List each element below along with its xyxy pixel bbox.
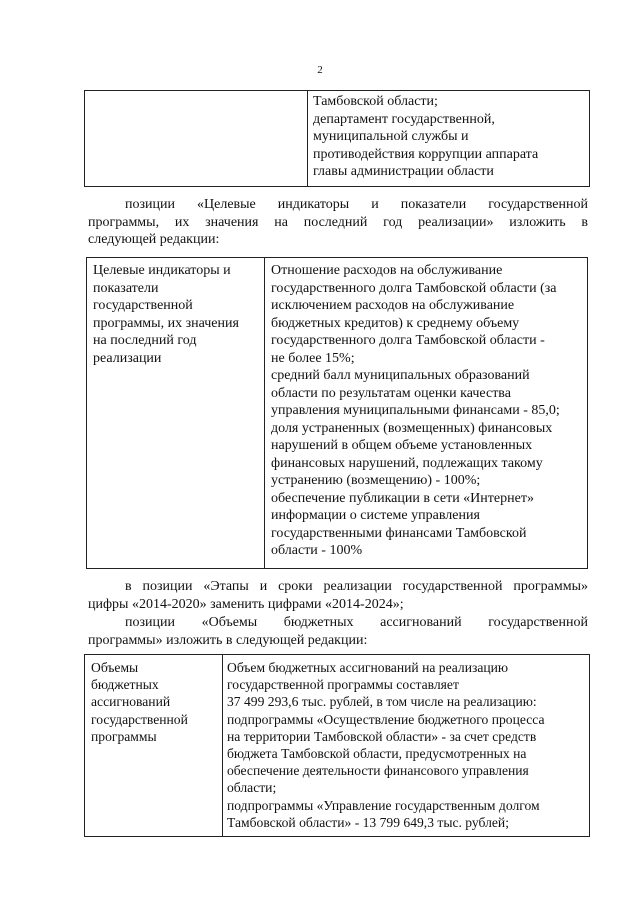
table3-left-line: программы [91, 728, 157, 744]
table3-right-line: подпрограммы «Осуществление бюджетного процесса [227, 711, 545, 727]
table3-right-line: бюджета Тамбовской области, предусмотренных на [227, 746, 527, 762]
table2-right-line: государственными финансами Тамбовской [271, 525, 527, 541]
table3-left-line: бюджетных [91, 677, 159, 693]
table1-line: главы администрации области [313, 164, 494, 179]
table1-left-cell [85, 91, 308, 186]
paragraph-line: в позиции «Этапы и сроки реализации государственной программы» [125, 579, 588, 594]
table3-right-cell [223, 655, 589, 836]
table3-right-line: государственной программы составляет [227, 677, 459, 693]
table3-right-line: области; [227, 780, 277, 796]
table2-right-line: устранению (возмещению) - 100%; [271, 473, 481, 488]
paragraph-line: программы, их значения на последний год реализации» изложить в [88, 214, 588, 230]
table2-right-line: средний балл муниципальных образований [271, 368, 530, 383]
table3-right-line: обеспечение деятельности финансового управления [227, 763, 529, 779]
table2-right-line: области - 100% [271, 543, 363, 558]
table2-right-line: области по результатам оценки качества [271, 385, 511, 401]
table2-left-line: реализации [93, 350, 162, 366]
paragraph-allocations-intro [88, 614, 588, 649]
table3-left-line: Объемы [91, 660, 139, 675]
table3-left-cell [85, 655, 223, 836]
paragraph-line: позиции «Целевые индикаторы и показатели государственной [125, 197, 588, 212]
table2-right-line: государственного долга Тамбовской области (за [271, 280, 557, 296]
paragraph-line: цифры «2014-2020» заменить цифрами «2014-2024»; [88, 596, 404, 612]
paragraph-stages-terms [88, 578, 588, 613]
paragraph-line: программы» изложить в следующей редакции: [88, 632, 368, 648]
table-target-indicators [86, 257, 588, 569]
table2-right-line: не более 15%; [271, 350, 355, 366]
table3-right-line: подпрограммы «Управление государственным долгом [227, 797, 540, 813]
table2-right-cell [265, 258, 587, 568]
table3-left-line: ассигнований [91, 694, 171, 710]
table3-right-line: на территории Тамбовской области» - за счет средств [227, 728, 537, 744]
table2-left-line: на последний год [93, 333, 197, 348]
table2-right-line: информации о системе управления [271, 508, 480, 523]
table2-right-line: исключением расходов на обслуживание [271, 298, 515, 313]
table2-left-line: показатели [93, 280, 159, 296]
table1-line: Тамбовской области; [313, 94, 438, 109]
table2-right-line: финансовых нарушений, подлежащих такому [271, 455, 543, 471]
table3-right-line: 37 499 293,6 тыс. рублей, в том числе на реализацию: [227, 694, 537, 710]
table2-left-cell [87, 258, 265, 568]
table2-right-line: бюджетных кредитов) к среднему объему [271, 315, 520, 331]
table2-right-line: государственного долга Тамбовской области - [271, 333, 545, 348]
table2-right-line: обеспечение публикации в сети «Интернет» [271, 490, 534, 506]
table2-right-line: Отношение расходов на обслуживание [271, 263, 503, 278]
table2-right-line: нарушений в общем объеме установленных [271, 438, 533, 453]
table2-left-line: государственной [93, 298, 193, 313]
table1-line: департамент государственной, [313, 111, 495, 127]
paragraph-line: позиции «Объемы бюджетных ассигнований государственной [125, 615, 588, 630]
table2-right-line: управления муниципальными финансами - 85,0; [271, 403, 560, 418]
table3-left-line: государственной [91, 711, 188, 727]
table-responsible-executors [84, 90, 590, 187]
table1-line: противодействия коррупции аппарата [313, 146, 539, 162]
table1-right-cell [308, 91, 589, 186]
paragraph-indicators-intro [88, 196, 588, 249]
table2-left-line: программы, их значения [93, 315, 239, 331]
table2-right-line: доля устраненных (возмещенных) финансовых [271, 420, 553, 436]
table3-right-line: Тамбовской области» - 13 799 649,3 тыс. рублей; [227, 814, 509, 830]
table1-line: муниципальной службы и [313, 129, 469, 144]
table3-right-line: Объем бюджетных ассигнований на реализацию [227, 660, 509, 675]
page-number: 2 [317, 64, 323, 76]
table-budget-allocations [84, 654, 590, 837]
paragraph-line: следующей редакции: [88, 232, 220, 247]
table2-left-line: Целевые индикаторы и [93, 263, 231, 278]
